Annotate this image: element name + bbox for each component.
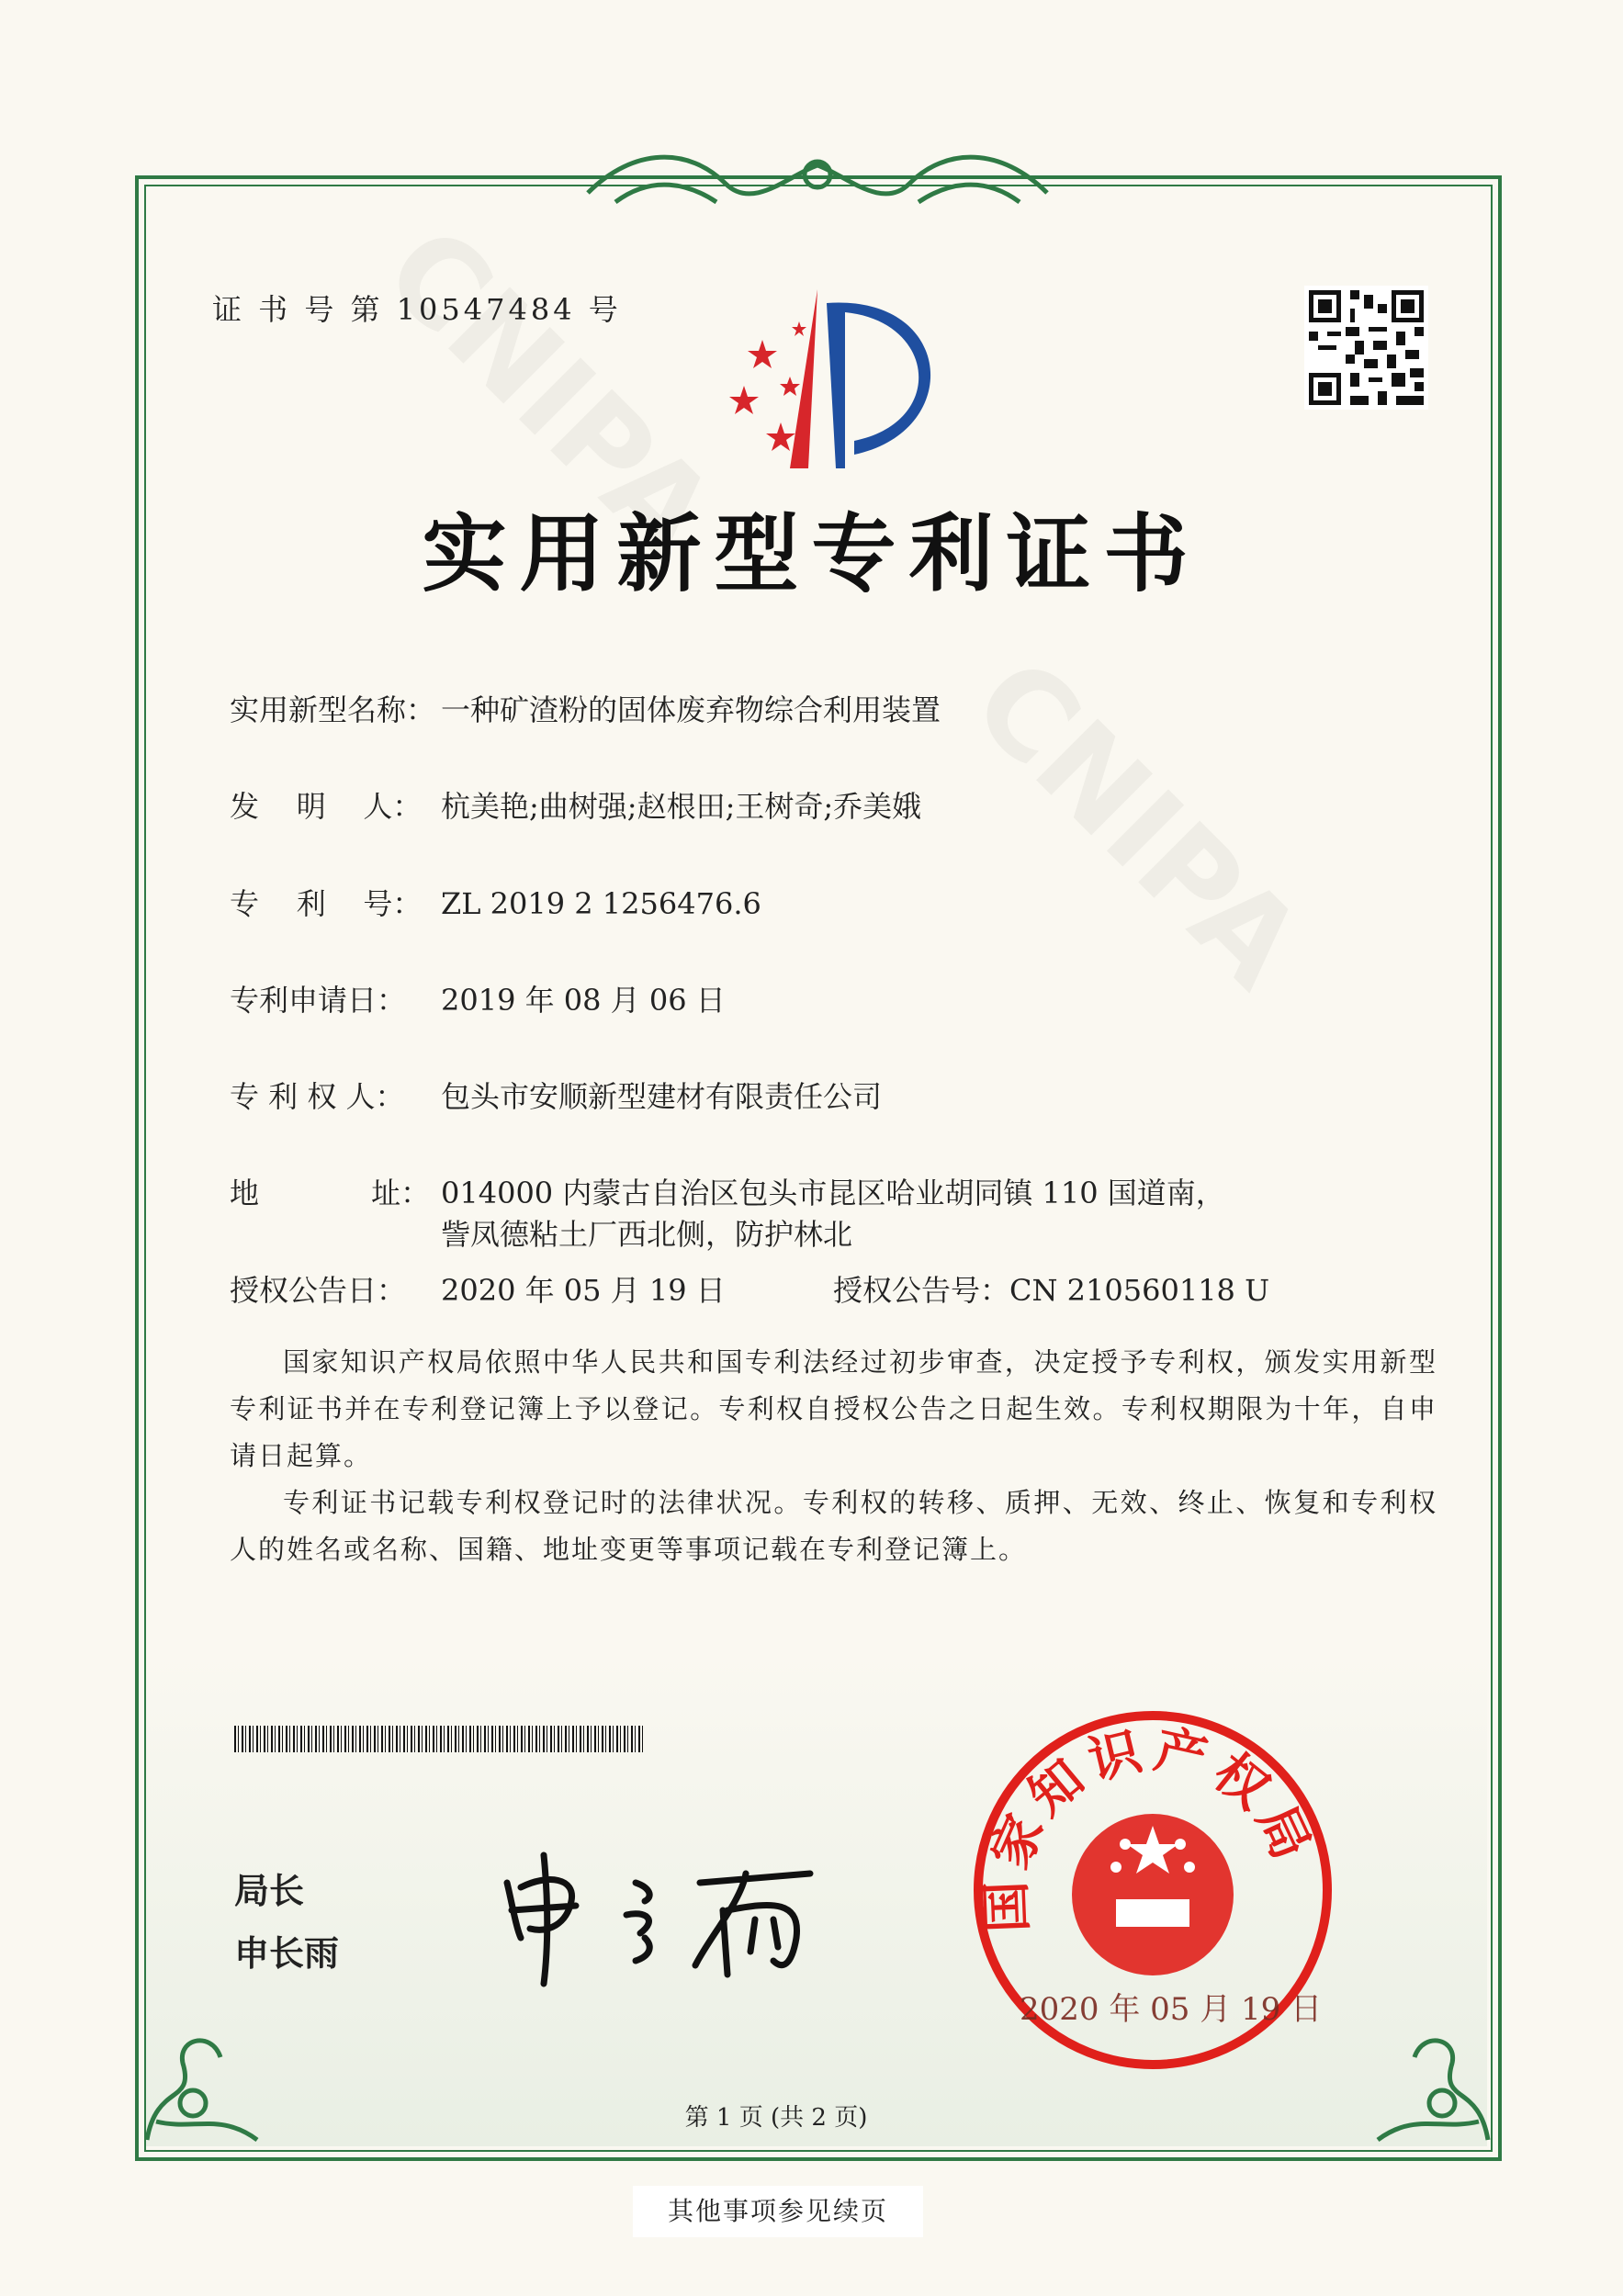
field-address-line2: 訾凤德粘土厂西北侧，防护林北: [441, 1217, 853, 1252]
field-value: 杭美艳;曲树强;赵根田;王树奇;乔美娥: [441, 789, 922, 824]
field-label: 专利申请日：: [230, 983, 407, 1018]
field-application-date: [230, 977, 726, 1019]
field-label: 专 利 号：: [230, 886, 423, 921]
field-label: 授权公告日：: [230, 1273, 407, 1308]
certificate-number: 证 书 号 第 10547484 号: [212, 292, 622, 327]
field-label: 地 址：: [230, 1176, 431, 1210]
field-label: 实用新型名称：: [230, 692, 436, 727]
qr-code: [1304, 286, 1428, 410]
field-label: 授权公告号：: [833, 1273, 1010, 1308]
field-address: [230, 1170, 1225, 1212]
field-value: 2019 年 08 月 06 日: [441, 983, 726, 1018]
statement-paragraph: 专利证书记载专利权登记时的法律状况。专利权的转移、质押、无效、终止、恢复和专利权人的姓名或名称、国籍、地址变更等事项记载在专利登记簿上。: [230, 1487, 1437, 1565]
signatory-title: 局长: [234, 1871, 305, 1911]
ornament-top: [579, 138, 1056, 220]
field-patent-number: [230, 881, 761, 923]
field-patentee: [230, 1074, 882, 1116]
seal-text: 国家知识产权局: [975, 1719, 1324, 1934]
field-label: 专 利 权 人：: [230, 1079, 405, 1114]
continued-note: 其他事项参见续页: [633, 2186, 923, 2237]
cnipa-logo: [698, 285, 937, 478]
statement-paragraph: 国家知识产权局依照中华人民共和国专利法经过初步审查，决定授予专利权，颁发实用新型专利证书并在专利登记簿上予以登记。专利权自授权公告之日起生效。专利权期限为十年，自申请日起算。: [230, 1346, 1437, 1471]
field-value: ZL 2019 2 1256476.6: [441, 886, 761, 921]
barcode: [234, 1726, 645, 1752]
certificate-statement: [230, 1339, 1437, 1573]
field-value: 014000 内蒙古自治区包头市昆区哈业胡同镇 110 国道南，: [441, 1176, 1225, 1210]
field-label: 发 明 人：: [230, 789, 423, 824]
signatory-name: 申长雨: [234, 1933, 340, 1974]
certificate-title: 实用新型专利证书: [422, 504, 1201, 603]
seal-date: 2020 年 05 月 19 日: [1020, 1991, 1323, 2028]
field-grant-number: [833, 1267, 1269, 1310]
field-value: CN 210560118 U: [1009, 1273, 1270, 1308]
field-value: 一种矿渣粉的固体废弃物综合利用装置: [441, 692, 941, 727]
field-value: 2020 年 05 月 19 日: [441, 1273, 726, 1308]
field-value: 包头市安顺新型建材有限责任公司: [441, 1079, 883, 1114]
field-grant-date: [230, 1267, 726, 1310]
field-utility-model-name: [230, 687, 941, 729]
signature: [498, 1846, 828, 1993]
page-number: 第 1 页 (共 2 页): [684, 2104, 868, 2132]
field-inventors: [230, 783, 921, 826]
